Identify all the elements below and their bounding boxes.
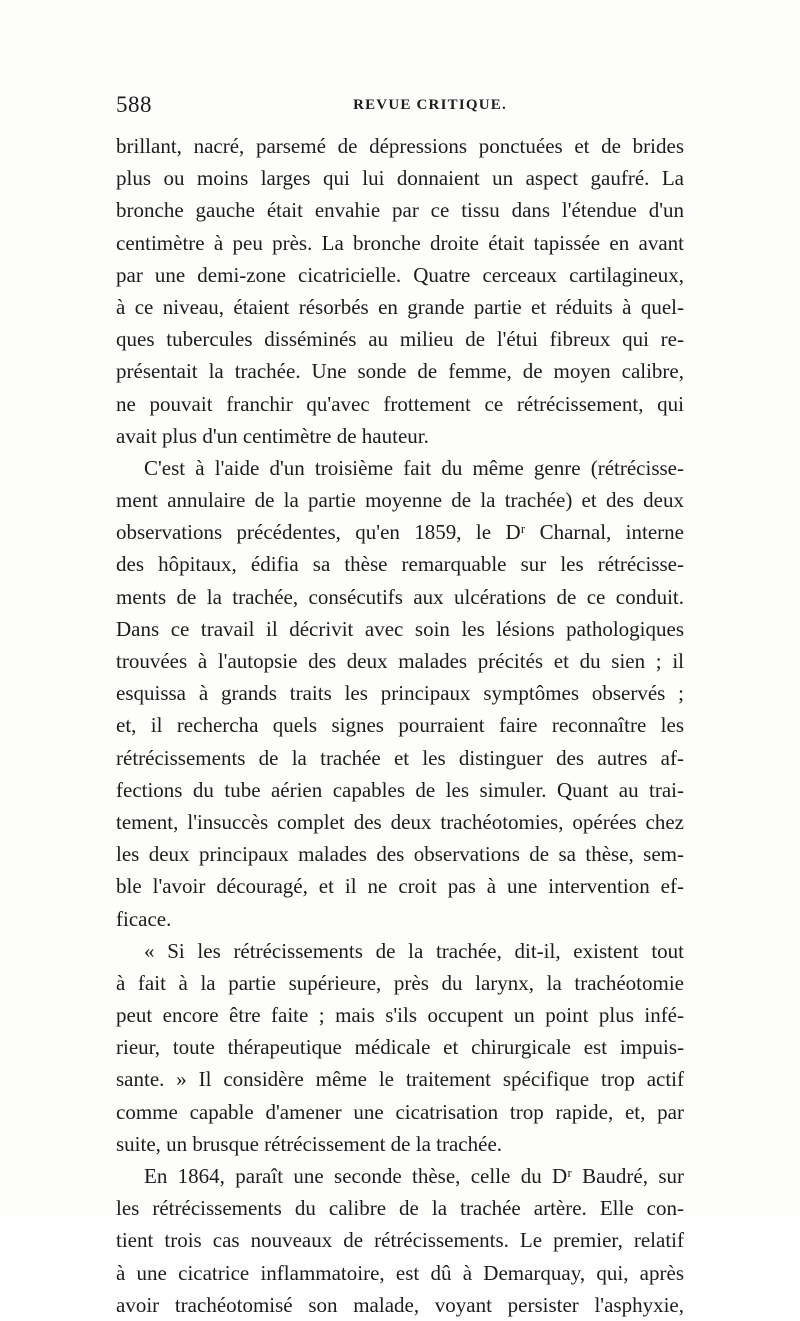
text-line: Dans ce travail il décrivit avec soin les lésions pathologiques [116, 616, 684, 641]
text-line: fections du tube aérien capables de les simuler. Quant au trai- [116, 777, 684, 802]
page-number: 588 [116, 92, 152, 117]
text-line: avait plus d'un centimètre de hauteur. [116, 423, 429, 448]
text-line: trouvées à l'autopsie des deux malades précités et du sien ; il [116, 649, 684, 673]
text-line: En 1864, paraît une seconde thèse, celle du Dʳ Baudré, sur [144, 1164, 684, 1188]
text-line: C'est à l'aide d'un troisième fait du même genre (rétrécisse- [144, 455, 684, 480]
text-line: brillant, nacré, parsemé de dépressions ponctuées et de brides [116, 134, 684, 158]
paragraph [116, 130, 684, 452]
paragraph [116, 452, 684, 935]
paragraph [116, 935, 684, 1160]
text-line: à une cicatrice inflammatoire, est dû à Demarquay, qui, après [116, 1260, 684, 1285]
text-line: esquissa à grands traits les principaux symptômes observés ; [116, 681, 684, 706]
text-line: des hôpitaux, édifia sa thèse remarquable sur les rétrécisse- [116, 552, 684, 577]
text-line: rieur, toute thérapeutique médicale et chirurgicale est impuis- [116, 1035, 684, 1060]
text-line: tient trois cas nouveaux de rétrécissements. Le premier, relatif [116, 1228, 684, 1253]
text-line: et, il rechercha quels signes pourraient faire reconnaître les [116, 713, 684, 738]
text-line: à ce niveau, étaient résorbés en grande partie et réduits à quel- [116, 294, 684, 319]
page-header [116, 92, 684, 122]
text-line: tement, l'insuccès complet des deux trachéotomies, opérées chez [116, 809, 684, 834]
text-line: rétrécissements de la trachée et les distinguer des autres af- [116, 745, 684, 770]
body-text [116, 130, 684, 1321]
text-line: présentait la trachée. Une sonde de femme, de moyen calibre, [116, 359, 684, 384]
text-line: plus ou moins larges qui lui donnaient un aspect gaufré. La [116, 166, 684, 191]
text-line: « Si les rétrécissements de la trachée, dit-il, existent tout [144, 938, 684, 963]
text-line: à fait à la partie supérieure, près du larynx, la trachéotomie [116, 970, 684, 995]
text-line: les deux principaux malades des observations de sa thèse, sem- [116, 842, 684, 867]
text-line: ment annulaire de la partie moyenne de la trachée) et des deux [116, 488, 684, 513]
text-line: sante. » Il considère même le traitement spécifique trop actif [116, 1067, 684, 1092]
text-line: avoir trachéotomisé son malade, voyant persister l'asphyxie, [116, 1292, 684, 1317]
text-line: peut encore être faite ; mais s'ils occupent un point plus infé- [116, 1003, 684, 1028]
text-line: par une demi-zone cicatricielle. Quatre cerceaux cartilagineux, [116, 262, 684, 287]
paragraph [116, 1160, 684, 1321]
text-line: ble l'avoir découragé, et il ne croit pas à une intervention ef- [116, 874, 684, 899]
text-line: ques tubercules disséminés au milieu de l'étui fibreux qui re- [116, 327, 684, 352]
text-line: comme capable d'amener une cicatrisation trop rapide, et, par [116, 1099, 684, 1124]
text-line: bronche gauche était envahie par ce tissu dans l'étendue d'un [116, 198, 684, 223]
text-line: observations précédentes, qu'en 1859, le Dʳ Charnal, interne [116, 520, 684, 545]
text-line: ne pouvait franchir qu'avec frottement ce rétrécissement, qui [116, 391, 684, 416]
text-line: suite, un brusque rétrécissement de la trachée. [116, 1131, 503, 1156]
running-head: REVUE CRITIQUE. [353, 97, 507, 113]
text-line: centimètre à peu près. La bronche droite était tapissée en avant [116, 230, 684, 255]
text-line: les rétrécissements du calibre de la trachée artère. Elle con- [116, 1196, 684, 1221]
text-line: ments de la trachée, consécutifs aux ulcérations de ce conduit. [116, 584, 684, 609]
text-line: ficace. [116, 906, 172, 931]
